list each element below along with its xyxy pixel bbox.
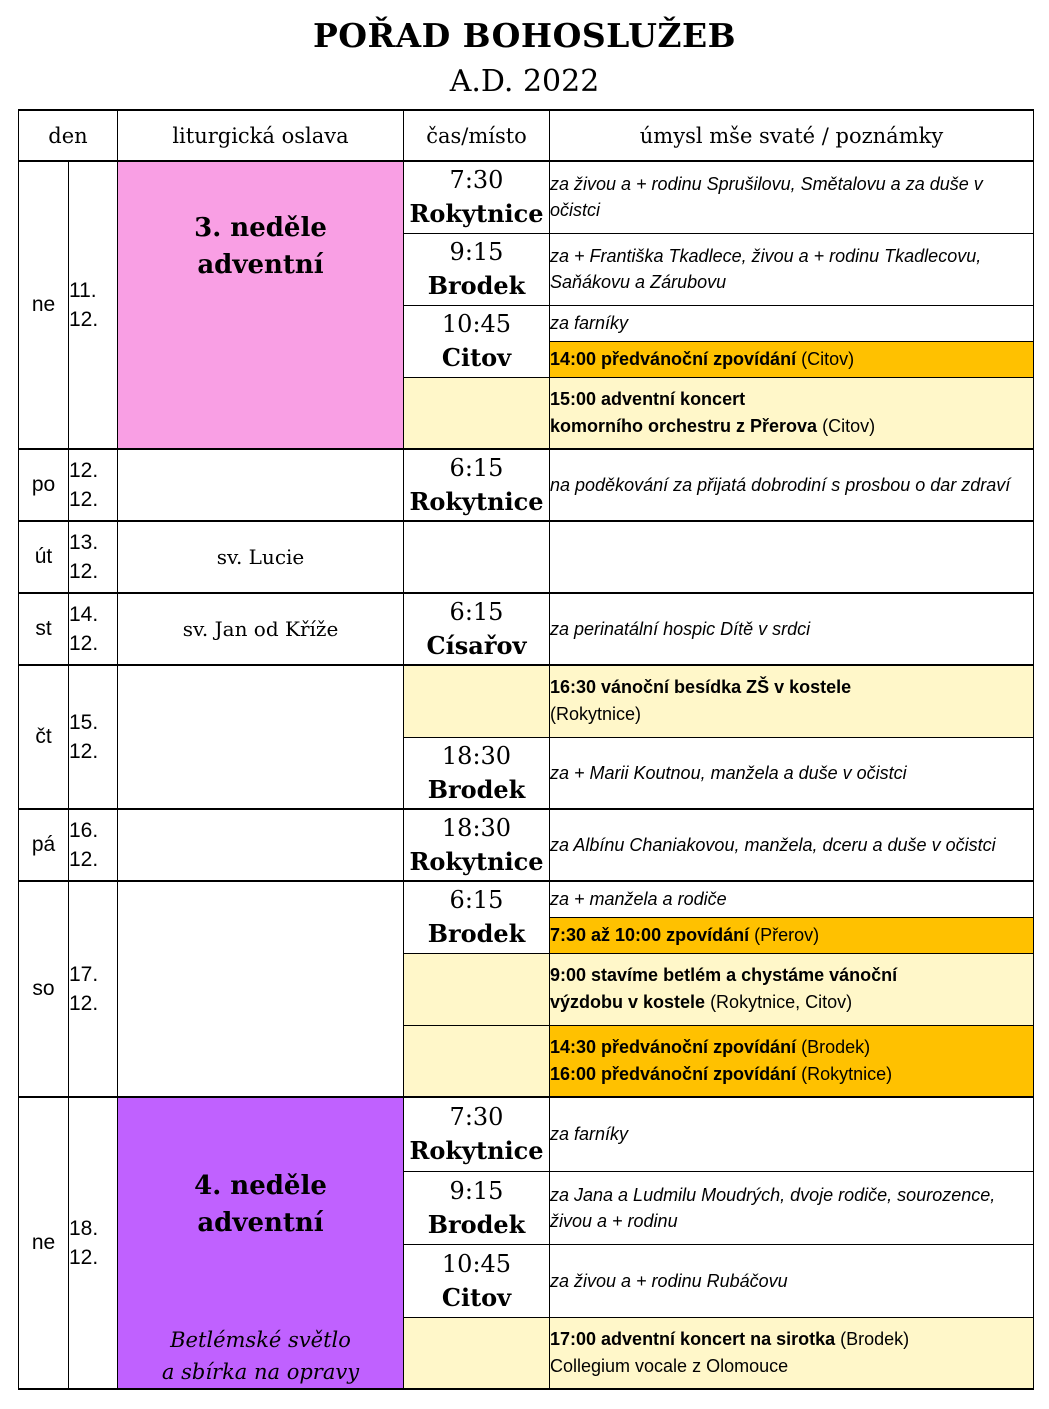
event-place: (Přerov) <box>749 924 820 945</box>
mass-time: 7:30 <box>449 166 504 195</box>
liturgy-cell <box>118 881 404 1097</box>
day-date <box>69 161 118 449</box>
intention-cell: za Jana a Ludmilu Moudrých, dvoje rodiče, sourozence, živou a + rodinu <box>550 1171 1034 1244</box>
day-date <box>69 881 118 1097</box>
mass-time: 7:30 <box>449 1103 504 1132</box>
table-row <box>19 1097 1034 1171</box>
intention-cell: na poděkování za přijatá dobrodiní s prosbou o dar zdraví <box>550 449 1034 521</box>
intention-cell: za + Františka Tkadlece, živou a + rodinu Tkadlecovu, Saňákovu a Zárubovu <box>550 233 1034 305</box>
mass-time: 18:30 <box>441 741 512 770</box>
day-name: st <box>19 593 69 665</box>
table-row <box>19 665 1034 737</box>
mass-place: Brodek <box>427 271 526 300</box>
mass-time: 18:30 <box>441 814 512 842</box>
date-month: 12. <box>69 488 99 511</box>
date-day: 14. <box>69 603 99 626</box>
event-cell <box>550 341 1034 377</box>
liturgy-cell <box>118 665 404 809</box>
feast-line: adventní <box>197 1208 324 1238</box>
schedule-table <box>18 109 1034 1390</box>
event-place: (Rokytnice, Citov) <box>705 992 853 1012</box>
empty-time-cell <box>404 953 550 1025</box>
event-cell <box>550 377 1034 449</box>
date-month: 12. <box>69 1246 99 1269</box>
day-name: čt <box>19 665 69 809</box>
feast-name <box>118 1168 403 1242</box>
liturgy-cell <box>118 809 404 881</box>
intention-cell: za farníky <box>550 305 1034 341</box>
event-cell <box>550 953 1034 1025</box>
event-title: 16:00 předvánoční zpovídání <box>550 1063 797 1084</box>
event-title: 9:00 stavíme betlém a chystáme vánoční <box>550 965 898 985</box>
event-title: 7:30 až 10:00 zpovídání <box>550 924 750 945</box>
event-title: 16:30 vánoční besídka ZŠ v kostele <box>550 677 852 698</box>
feast-note <box>118 1324 403 1388</box>
event-place: (Citov) <box>796 348 855 369</box>
table-row <box>19 161 1034 233</box>
header-row <box>19 110 1034 161</box>
event-title: 15:00 adventní koncert <box>550 388 746 409</box>
mass-place: Císařov <box>426 631 527 660</box>
day-name: út <box>19 521 69 593</box>
empty-time-cell <box>404 1025 550 1097</box>
feast-line: 4. neděle <box>194 1171 327 1201</box>
time-place-cell <box>404 737 550 809</box>
mass-place: Rokytnice <box>409 199 544 229</box>
mass-time: 6:15 <box>449 454 504 482</box>
mass-time: 10:45 <box>441 310 512 338</box>
event-cell <box>550 665 1034 737</box>
empty-time-cell <box>404 377 550 449</box>
empty-time-cell <box>404 665 550 737</box>
feast-line: adventní <box>197 250 324 280</box>
mass-time: 10:45 <box>441 1250 512 1279</box>
time-place-cell <box>404 161 550 233</box>
mass-place: Citov <box>441 343 512 372</box>
time-place-cell <box>404 881 550 953</box>
page-subtitle: A.D. 2022 <box>449 64 600 99</box>
time-place-cell <box>404 809 550 881</box>
intention-cell: za farníky <box>550 1097 1034 1171</box>
date-day: 15. <box>69 711 99 734</box>
intention-cell: za perinatální hospic Dítě v srdci <box>550 593 1034 665</box>
col-header-liturgy: liturgická oslava <box>118 110 404 161</box>
intention-cell: za + manžela a rodiče <box>550 881 1034 917</box>
date-month: 12. <box>69 560 99 583</box>
event-title: komorního orchestru z Přerova <box>550 415 818 436</box>
date-day: 16. <box>69 819 99 842</box>
event-place: (Brodek) <box>796 1036 871 1057</box>
time-place-cell <box>404 449 550 521</box>
event-detail: Collegium vocale z Olomouce <box>550 1356 789 1377</box>
mass-place: Rokytnice <box>409 487 544 516</box>
date-month: 12. <box>69 740 99 763</box>
mass-place: Rokytnice <box>409 1136 544 1166</box>
liturgy-cell: sv. Lucie <box>118 521 404 593</box>
mass-place: Brodek <box>427 774 526 804</box>
feast-note-line: a sbírka na opravy <box>161 1360 360 1384</box>
date-day: 18. <box>69 1217 99 1240</box>
feast-name <box>118 210 403 284</box>
table-row <box>19 521 1034 593</box>
feast-line: 3. neděle <box>194 213 327 243</box>
intention-cell: za živou a + rodinu Rubáčovu <box>550 1245 1034 1318</box>
empty-intention-cell <box>550 521 1034 593</box>
event-title: 14:00 předvánoční zpovídání <box>550 348 797 369</box>
event-title: výzdobu v kostele <box>550 992 706 1012</box>
day-date <box>69 593 118 665</box>
intention-cell: za + Marii Koutnou, manžela a duše v očistci <box>550 737 1034 809</box>
day-name: so <box>19 881 69 1097</box>
date-month: 12. <box>69 632 99 655</box>
table-row <box>19 449 1034 521</box>
date-month: 12. <box>69 848 99 871</box>
mass-time: 6:15 <box>449 598 504 626</box>
mass-place: Brodek <box>427 919 526 949</box>
mass-place: Brodek <box>427 1209 526 1239</box>
event-place: (Rokytnice) <box>796 1063 893 1084</box>
mass-place: Citov <box>441 1283 512 1313</box>
empty-time-cell <box>404 1318 550 1389</box>
event-place: (Brodek) <box>835 1329 910 1350</box>
intention-cell: za Albínu Chaniakovou, manžela, dceru a duše v očistci <box>550 809 1034 881</box>
date-day: 13. <box>69 531 99 554</box>
mass-time: 6:15 <box>449 886 504 915</box>
time-place-cell <box>404 1171 550 1244</box>
time-place-cell <box>404 233 550 305</box>
mass-time: 9:15 <box>449 238 504 266</box>
date-month: 12. <box>69 992 99 1015</box>
date-month: 12. <box>69 308 99 331</box>
day-date <box>69 1097 118 1389</box>
table-row <box>19 881 1034 917</box>
event-place: (Rokytnice) <box>550 704 642 725</box>
time-place-cell <box>404 593 550 665</box>
liturgy-cell: sv. Jan od Kříže <box>118 593 404 665</box>
time-place-cell <box>404 1245 550 1318</box>
day-name: po <box>19 449 69 521</box>
day-date <box>69 449 118 521</box>
empty-time-cell <box>404 521 550 593</box>
intention-cell: za živou a + rodinu Sprušilovu, Smětalovu a za duše v očistci <box>550 161 1034 233</box>
liturgy-cell <box>118 1097 404 1389</box>
col-header-den: den <box>19 110 118 161</box>
day-date <box>69 665 118 809</box>
feast-note-line: Betlémské světlo <box>170 1328 351 1352</box>
day-date <box>69 809 118 881</box>
liturgy-cell <box>118 449 404 521</box>
date-day: 12. <box>69 459 99 482</box>
day-name: ne <box>19 161 69 449</box>
time-place-cell <box>404 305 550 377</box>
mass-place: Rokytnice <box>409 847 544 876</box>
liturgy-cell <box>118 161 404 449</box>
date-day: 11. <box>69 279 97 302</box>
day-name: pá <box>19 809 69 881</box>
col-header-time-place: čas/místo <box>404 110 550 161</box>
day-date <box>69 521 118 593</box>
page-title: POŘAD BOHOSLUŽEB <box>312 16 736 55</box>
col-header-intention: úmysl mše svaté / poznámky <box>550 110 1034 161</box>
event-cell <box>550 1025 1034 1097</box>
event-cell <box>550 1318 1034 1389</box>
event-title: 17:00 adventní koncert na sirotka <box>550 1329 836 1350</box>
event-title: 14:30 předvánoční zpovídání <box>550 1036 797 1057</box>
table-row <box>19 593 1034 665</box>
event-cell <box>550 917 1034 953</box>
day-name: ne <box>19 1097 69 1389</box>
time-place-cell <box>404 1097 550 1171</box>
date-day: 17. <box>69 963 99 986</box>
table-row <box>19 809 1034 881</box>
event-place: (Citov) <box>817 415 876 436</box>
mass-time: 9:15 <box>449 1176 504 1205</box>
